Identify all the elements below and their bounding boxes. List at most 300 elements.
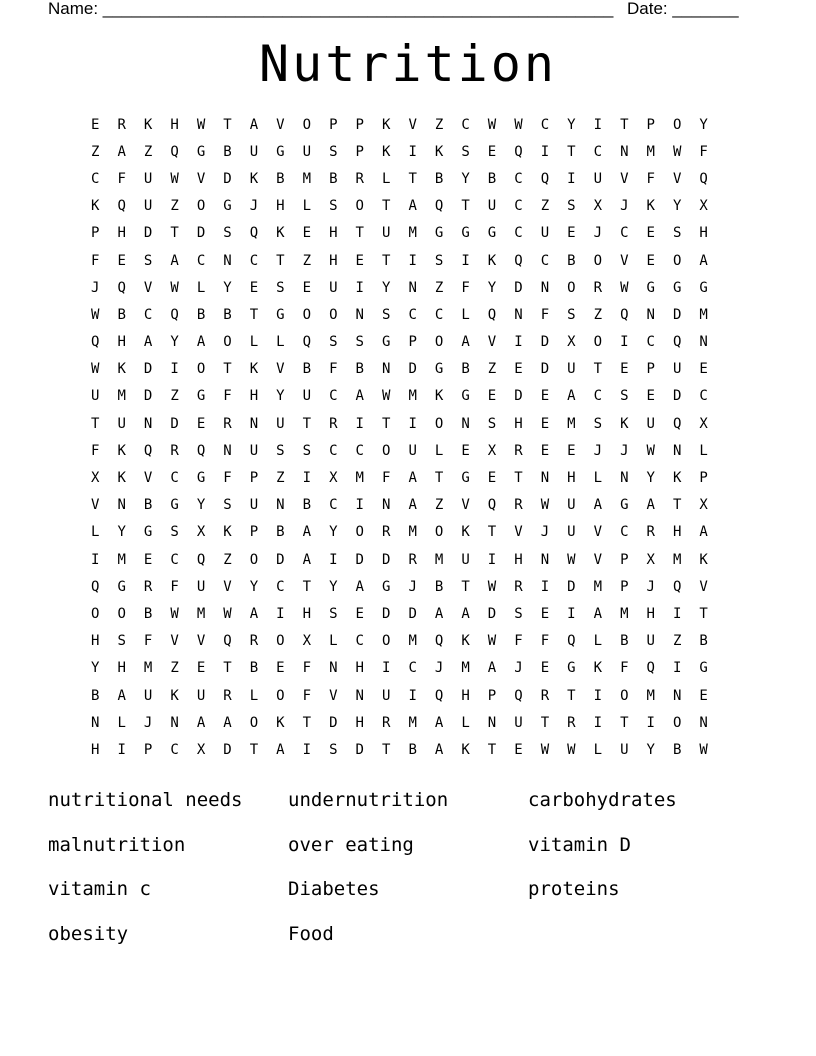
- word-list-item: malnutrition: [48, 833, 186, 856]
- grid-cell: B: [672, 741, 682, 758]
- grid-row: [82, 546, 742, 573]
- grid-cell: L: [381, 170, 391, 187]
- grid-cell: T: [223, 116, 232, 133]
- grid-cell: H: [329, 225, 338, 242]
- grid-cell: B: [276, 524, 285, 541]
- grid-cell: A: [117, 687, 126, 704]
- grid-cell: T: [514, 470, 523, 487]
- grid-cell: H: [91, 633, 100, 650]
- grid-cell: V: [514, 524, 523, 541]
- grid-cell: H: [514, 551, 523, 568]
- grid-cell: X: [329, 470, 338, 487]
- grid-cell: K: [381, 116, 391, 133]
- grid-cell: J: [514, 660, 523, 677]
- grid-cell: H: [699, 225, 708, 242]
- grid-cell: Q: [302, 334, 312, 351]
- grid-cell: A: [434, 741, 444, 758]
- grid-cell: V: [143, 470, 153, 487]
- grid-cell: Q: [196, 551, 206, 568]
- grid-cell: P: [249, 524, 259, 541]
- grid-cell: Z: [593, 306, 603, 323]
- grid-cell: U: [487, 198, 497, 215]
- grid-cell: A: [249, 605, 259, 622]
- grid-cell: I: [408, 687, 417, 704]
- grid-cell: Q: [170, 143, 179, 160]
- grid-cell: H: [355, 660, 364, 677]
- grid-cell: F: [223, 470, 232, 487]
- grid-cell: E: [302, 279, 312, 296]
- grid-cell: U: [646, 415, 655, 432]
- grid-cell: B: [143, 605, 153, 622]
- grid-cell: U: [91, 388, 100, 405]
- grid-cell: Q: [567, 633, 576, 650]
- grid-cell: T: [91, 415, 100, 432]
- grid-cell: G: [196, 470, 206, 487]
- grid-cell: Y: [329, 578, 338, 595]
- grid-cell: U: [143, 170, 153, 187]
- grid-cell: W: [223, 605, 232, 622]
- grid-cell: C: [355, 442, 364, 459]
- grid-cell: L: [593, 741, 603, 758]
- grid-cell: K: [461, 524, 470, 541]
- grid-cell: D: [408, 605, 417, 622]
- word-list-item: proteins: [528, 878, 620, 901]
- grid-row: [82, 165, 742, 192]
- grid-cell: J: [408, 578, 417, 595]
- grid-cell: F: [699, 143, 708, 160]
- grid-cell: G: [646, 279, 655, 296]
- grid-cell: S: [302, 442, 312, 459]
- grid-cell: K: [276, 225, 285, 242]
- grid-cell: N: [249, 415, 259, 432]
- grid-cell: R: [381, 714, 391, 731]
- grid-cell: L: [302, 198, 312, 215]
- grid-cell: X: [196, 741, 206, 758]
- grid-cell: X: [593, 198, 603, 215]
- grid-cell: H: [91, 741, 100, 758]
- grid-cell: U: [461, 551, 470, 568]
- grid-cell: E: [355, 252, 364, 269]
- grid-cell: X: [699, 415, 708, 432]
- grid-cell: V: [329, 687, 338, 704]
- grid-row: [82, 464, 742, 491]
- grid-row: [82, 682, 742, 709]
- grid-cell: H: [672, 524, 682, 541]
- grid-cell: C: [143, 306, 153, 323]
- grid-cell: S: [487, 415, 497, 432]
- grid-cell: E: [514, 361, 523, 378]
- grid-cell: W: [699, 741, 708, 758]
- word-list-item: Food: [288, 923, 334, 946]
- grid-cell: R: [381, 524, 391, 541]
- grid-cell: T: [620, 714, 629, 731]
- grid-cell: R: [567, 714, 576, 731]
- grid-cell: X: [567, 334, 576, 351]
- grid-cell: S: [329, 198, 338, 215]
- grid-cell: F: [117, 170, 126, 187]
- grid-cell: S: [355, 334, 364, 351]
- word-list-item: nutritional needs: [48, 789, 243, 812]
- grid-row: [82, 193, 742, 220]
- grid-cell: M: [355, 470, 364, 487]
- grid-cell: A: [593, 497, 603, 514]
- grid-cell: Q: [196, 442, 206, 459]
- grid-cell: K: [699, 551, 708, 568]
- word-list-item: undernutrition: [288, 789, 449, 812]
- grid-cell: G: [276, 143, 285, 160]
- grid-cell: T: [302, 578, 312, 595]
- grid-cell: D: [223, 741, 232, 758]
- grid-cell: U: [646, 633, 655, 650]
- grid-cell: C: [408, 306, 417, 323]
- grid-cell: V: [699, 578, 708, 595]
- grid-cell: T: [699, 605, 708, 622]
- grid-cell: K: [91, 198, 100, 215]
- grid-cell: I: [302, 741, 312, 758]
- word-list-row: [48, 867, 768, 912]
- grid-cell: O: [672, 714, 682, 731]
- grid-cell: C: [646, 334, 655, 351]
- grid-cell: U: [302, 143, 312, 160]
- grid-cell: I: [355, 279, 364, 296]
- grid-cell: K: [170, 687, 179, 704]
- grid-cell: I: [672, 660, 682, 677]
- grid-cell: N: [223, 252, 232, 269]
- grid-cell: I: [381, 660, 391, 677]
- grid-cell: A: [434, 605, 444, 622]
- grid-cell: C: [699, 388, 708, 405]
- grid-cell: V: [170, 633, 179, 650]
- grid-cell: N: [514, 306, 523, 323]
- grid-cell: O: [381, 633, 391, 650]
- grid-cell: P: [646, 361, 655, 378]
- grid-cell: V: [223, 578, 232, 595]
- grid-cell: W: [540, 741, 550, 758]
- grid-cell: A: [593, 605, 603, 622]
- grid-cell: F: [461, 279, 470, 296]
- grid-cell: J: [620, 198, 629, 215]
- grid-cell: B: [143, 497, 153, 514]
- grid-cell: W: [170, 605, 179, 622]
- grid-cell: Z: [434, 116, 444, 133]
- grid-cell: B: [302, 361, 312, 378]
- grid-cell: O: [223, 334, 232, 351]
- grid-cell: S: [567, 306, 576, 323]
- grid-cell: H: [276, 198, 285, 215]
- grid-cell: D: [355, 551, 364, 568]
- grid-cell: E: [699, 687, 708, 704]
- grid-cell: C: [620, 225, 629, 242]
- grid-cell: J: [593, 442, 603, 459]
- grid-cell: G: [276, 306, 285, 323]
- grid-cell: W: [487, 116, 497, 133]
- grid-cell: L: [117, 714, 126, 731]
- grid-cell: C: [593, 143, 603, 160]
- grid-cell: Q: [540, 170, 550, 187]
- grid-cell: Y: [276, 388, 285, 405]
- grid-cell: W: [567, 741, 576, 758]
- grid-cell: T: [276, 252, 285, 269]
- grid-cell: F: [620, 660, 629, 677]
- grid-cell: I: [540, 143, 550, 160]
- grid-cell: L: [249, 687, 259, 704]
- grid-cell: A: [302, 524, 312, 541]
- grid-cell: M: [434, 551, 444, 568]
- grid-cell: F: [143, 633, 153, 650]
- grid-cell: X: [196, 524, 206, 541]
- grid-cell: O: [355, 198, 364, 215]
- grid-cell: U: [196, 687, 206, 704]
- grid-row: [82, 709, 742, 736]
- grid-cell: D: [487, 605, 497, 622]
- grid-cell: C: [196, 252, 206, 269]
- grid-cell: N: [620, 143, 629, 160]
- grid-cell: S: [514, 605, 523, 622]
- grid-cell: G: [699, 660, 708, 677]
- grid-cell: L: [249, 334, 259, 351]
- grid-cell: M: [117, 551, 126, 568]
- grid-cell: L: [329, 633, 338, 650]
- grid-cell: T: [223, 361, 232, 378]
- grid-cell: K: [381, 143, 391, 160]
- grid-cell: J: [540, 524, 550, 541]
- grid-cell: V: [196, 633, 206, 650]
- grid-cell: D: [672, 306, 682, 323]
- grid-cell: N: [143, 415, 153, 432]
- grid-cell: I: [408, 415, 417, 432]
- grid-cell: N: [408, 279, 417, 296]
- grid-cell: D: [567, 578, 576, 595]
- grid-cell: I: [461, 252, 470, 269]
- grid-row: [82, 655, 742, 682]
- grid-cell: J: [249, 198, 259, 215]
- grid-cell: A: [408, 198, 417, 215]
- grid-cell: M: [408, 633, 417, 650]
- grid-cell: U: [249, 497, 259, 514]
- grid-cell: N: [540, 551, 550, 568]
- grid-cell: N: [461, 415, 470, 432]
- grid-cell: H: [646, 605, 655, 622]
- grid-cell: H: [514, 415, 523, 432]
- grid-cell: F: [223, 388, 232, 405]
- grid-cell: J: [646, 578, 655, 595]
- grid-cell: X: [91, 470, 100, 487]
- grid-cell: E: [196, 415, 206, 432]
- grid-cell: B: [461, 361, 470, 378]
- grid-cell: N: [487, 714, 497, 731]
- grid-cell: L: [699, 442, 708, 459]
- grid-cell: U: [117, 415, 126, 432]
- grid-cell: G: [170, 497, 179, 514]
- grid-cell: M: [646, 143, 655, 160]
- grid-cell: Z: [143, 143, 153, 160]
- grid-cell: A: [461, 605, 470, 622]
- grid-cell: J: [143, 714, 153, 731]
- grid-cell: Q: [672, 578, 682, 595]
- grid-cell: R: [408, 551, 417, 568]
- grid-cell: P: [487, 687, 497, 704]
- grid-cell: M: [646, 687, 655, 704]
- grid-cell: Q: [646, 660, 655, 677]
- grid-cell: E: [646, 225, 655, 242]
- grid-cell: T: [540, 714, 550, 731]
- grid-cell: E: [487, 470, 497, 487]
- grid-cell: N: [329, 660, 338, 677]
- grid-cell: E: [514, 741, 523, 758]
- grid-cell: Y: [461, 170, 470, 187]
- grid-cell: D: [143, 361, 153, 378]
- grid-cell: G: [461, 225, 470, 242]
- grid-cell: D: [329, 714, 338, 731]
- grid-cell: B: [196, 306, 206, 323]
- grid-cell: N: [91, 714, 100, 731]
- grid-cell: K: [117, 470, 126, 487]
- grid-cell: D: [223, 170, 232, 187]
- grid-cell: K: [672, 470, 682, 487]
- grid-cell: S: [276, 442, 285, 459]
- grid-cell: X: [699, 497, 708, 514]
- grid-cell: G: [223, 198, 232, 215]
- grid-cell: Y: [196, 497, 206, 514]
- grid-cell: W: [646, 442, 655, 459]
- grid-cell: Z: [170, 660, 179, 677]
- grid-cell: I: [487, 551, 497, 568]
- grid-cell: T: [302, 714, 312, 731]
- grid-cell: V: [620, 252, 629, 269]
- grid-cell: H: [461, 687, 470, 704]
- grid-cell: Z: [91, 143, 100, 160]
- grid-cell: J: [620, 442, 629, 459]
- grid-cell: Q: [143, 442, 153, 459]
- word-list-item: over eating: [288, 833, 414, 856]
- grid-cell: T: [223, 660, 232, 677]
- grid-cell: E: [276, 660, 285, 677]
- grid-cell: T: [355, 225, 364, 242]
- grid-cell: P: [143, 741, 153, 758]
- grid-cell: W: [196, 116, 206, 133]
- grid-cell: G: [699, 279, 708, 296]
- grid-cell: T: [620, 116, 629, 133]
- grid-cell: M: [593, 578, 603, 595]
- grid-cell: T: [249, 306, 259, 323]
- grid-cell: Z: [276, 470, 285, 487]
- grid-cell: X: [699, 198, 708, 215]
- grid-cell: K: [487, 252, 497, 269]
- header: [48, 0, 748, 20]
- grid-cell: Y: [567, 116, 576, 133]
- grid-cell: R: [223, 415, 232, 432]
- grid-cell: H: [567, 470, 576, 487]
- grid-cell: R: [540, 687, 550, 704]
- grid-cell: E: [487, 143, 497, 160]
- grid-cell: B: [699, 633, 708, 650]
- grid-cell: L: [461, 306, 470, 323]
- grid-cell: Q: [434, 198, 444, 215]
- grid-cell: I: [355, 497, 364, 514]
- grid-cell: S: [672, 225, 682, 242]
- grid-cell: C: [276, 578, 285, 595]
- grid-cell: S: [329, 143, 338, 160]
- grid-cell: Q: [434, 687, 444, 704]
- grid-row: [82, 437, 742, 464]
- grid-cell: Q: [117, 198, 126, 215]
- grid-cell: C: [329, 497, 338, 514]
- grid-cell: M: [143, 660, 153, 677]
- grid-row: [82, 247, 742, 274]
- grid-cell: I: [672, 605, 682, 622]
- word-list-item: carbohydrates: [528, 789, 677, 812]
- grid-cell: A: [117, 143, 126, 160]
- grid-cell: I: [593, 714, 603, 731]
- grid-cell: H: [117, 660, 126, 677]
- grid-cell: S: [223, 497, 232, 514]
- grid-cell: A: [196, 334, 206, 351]
- grid-cell: G: [143, 524, 153, 541]
- grid-cell: S: [170, 524, 179, 541]
- grid-cell: K: [249, 361, 259, 378]
- word-list-item: vitamin c: [48, 878, 151, 901]
- grid-cell: R: [143, 578, 153, 595]
- grid-cell: P: [408, 334, 417, 351]
- grid-cell: O: [249, 714, 259, 731]
- grid-cell: E: [540, 660, 550, 677]
- grid-cell: C: [170, 741, 179, 758]
- grid-cell: O: [620, 687, 629, 704]
- grid-cell: Y: [699, 116, 708, 133]
- grid-cell: R: [249, 633, 259, 650]
- grid-cell: H: [117, 225, 126, 242]
- grid-cell: E: [540, 415, 550, 432]
- grid-cell: Y: [646, 470, 655, 487]
- grid-cell: U: [249, 143, 259, 160]
- grid-row: [82, 301, 742, 328]
- grid-cell: K: [276, 714, 285, 731]
- grid-cell: U: [672, 361, 682, 378]
- grid-cell: T: [593, 361, 603, 378]
- grid-cell: K: [117, 442, 126, 459]
- grid-cell: O: [434, 415, 444, 432]
- grid-cell: G: [381, 578, 391, 595]
- grid-cell: D: [514, 388, 523, 405]
- grid-cell: V: [620, 170, 629, 187]
- grid-cell: V: [672, 170, 682, 187]
- page-title: Nutrition: [259, 35, 557, 93]
- grid-cell: E: [646, 252, 655, 269]
- grid-cell: Z: [170, 198, 179, 215]
- grid-cell: B: [223, 143, 232, 160]
- grid-cell: U: [540, 225, 550, 242]
- grid-cell: A: [461, 334, 470, 351]
- grid-cell: S: [381, 306, 391, 323]
- grid-cell: P: [620, 578, 629, 595]
- grid-cell: I: [567, 170, 576, 187]
- grid-cell: O: [117, 605, 126, 622]
- grid-cell: V: [143, 279, 153, 296]
- grid-cell: F: [170, 578, 179, 595]
- grid-cell: Q: [249, 225, 259, 242]
- grid-cell: Q: [223, 633, 232, 650]
- grid-row: [82, 573, 742, 600]
- grid-cell: P: [91, 225, 100, 242]
- grid-cell: Q: [672, 415, 682, 432]
- grid-cell: O: [434, 334, 444, 351]
- grid-cell: C: [91, 170, 100, 187]
- grid-cell: W: [170, 170, 179, 187]
- grid-cell: H: [170, 116, 179, 133]
- grid-cell: M: [699, 306, 708, 323]
- grid-cell: P: [646, 116, 655, 133]
- grid-cell: O: [593, 334, 603, 351]
